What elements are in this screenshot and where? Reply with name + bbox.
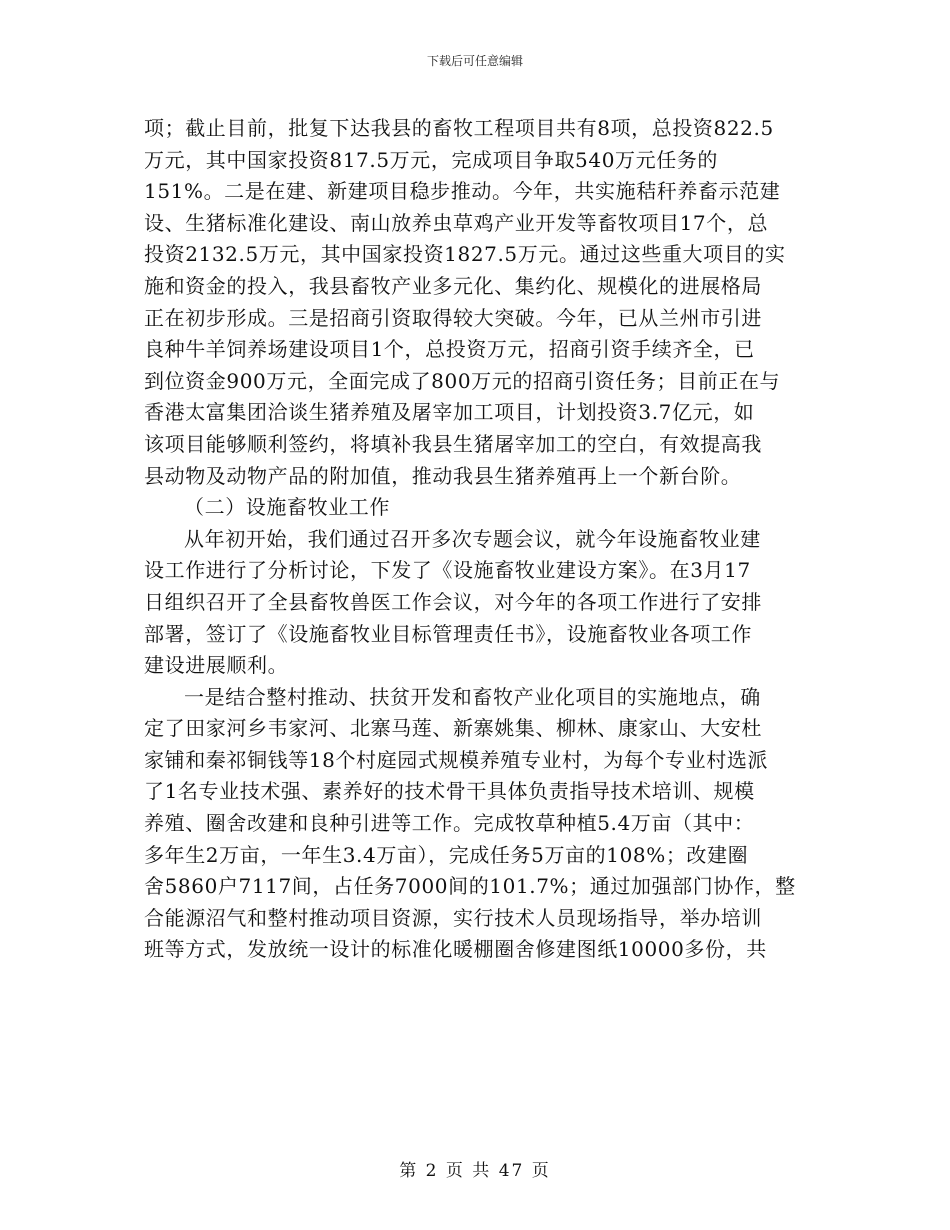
text-line: 151%。二是在建、新建项目稳步推动。今年，共实施秸秆养畜示范建: [144, 179, 781, 204]
text-line: 到位资金900万元，全面完成了800万元的招商引资任务；目前正在与: [144, 368, 781, 393]
text-line: 部署，签订了《设施畜牧业目标管理责任书》，设施畜牧业各项工作: [144, 621, 752, 646]
text-line: 定了田家河乡韦家河、北寨马莲、新寨姚集、柳林、康家山、大安杜: [144, 716, 762, 741]
text-line: 多年生2万亩，一年生3.4万亩），完成任务5万亩的108%；改建圈: [144, 842, 749, 867]
page-footer: 第 2 页 共 47 页: [399, 1161, 551, 1181]
text-line: 家铺和秦祁铜钱等18个村庭园式规模养殖专业村，为每个专业村选派: [144, 747, 769, 772]
text-line: 养殖、圈舍改建和良种引进等工作。完成牧草种植5.4万亩（其中：: [144, 811, 755, 836]
text-line: 项；截止目前，批复下达我县的畜牧工程项目共有8项，总投资822.5: [144, 116, 774, 140]
text-line: 万元，其中国家投资817.5万元，完成项目争取540万元任务的: [144, 147, 719, 172]
text-line: 合能源沼气和整村推动项目资源，实行技术人员现场指导，举办培训: [144, 905, 762, 930]
text-line: 县动物及动物产品的附加值，推动我县生猪养殖再上一个新台阶。: [144, 463, 742, 488]
text-line: 日组织召开了全县畜牧兽医工作会议，对今年的各项工作进行了安排: [144, 589, 762, 614]
text-line: 班等方式，发放统一设计的标准化暖棚圈舍修建图纸10000多份，共: [144, 937, 767, 962]
text-line: 了1名专业技术强、素养好的技术骨干具体负责指导技术培训、规模: [144, 779, 755, 804]
text-line: 舍5860户7117间，占任务7000间的101.7%；通过加强部门协作，整: [144, 874, 796, 899]
text-line: 一是结合整村推动、扶贫开发和畜牧产业化项目的实施地点，确: [184, 684, 761, 709]
page-header: 下载后可任意编辑: [426, 54, 523, 68]
text-line: 从年初开始，我们通过召开多次专题会议，就今年设施畜牧业建: [184, 526, 761, 551]
text-line: 该项目能够顺利签约，将填补我县生猪屠宰加工的空白，有效提高我: [144, 431, 762, 456]
text-line: 设工作进行了分析讨论，下发了《设施畜牧业建设方案》。在3月17: [144, 558, 751, 583]
text-line: 香港太富集团洽谈生猪养殖及屠宰加工项目，计划投资3.7亿元，如: [144, 400, 755, 425]
document-body: [144, 113, 812, 966]
text-line: （二）设施畜牧业工作: [184, 495, 390, 520]
text-line: 正在初步形成。三是招商引资取得较大突破。今年，已从兰州市引进: [144, 305, 762, 330]
text-line: 良种牛羊饲养场建设项目1个，总投资万元，招商引资手续齐全，已: [144, 337, 755, 362]
text-line: 设、生猪标准化建设、南山放养虫草鸡产业开发等畜牧项目17个，总: [144, 210, 769, 235]
text-line: 施和资金的投入，我县畜牧产业多元化、集约化、规模化的进展格局: [144, 273, 762, 298]
text-line: 投资2132.5万元，其中国家投资1827.5万元。通过这些重大项目的实: [144, 242, 786, 267]
text-line: 建设进展顺利。: [144, 653, 289, 678]
